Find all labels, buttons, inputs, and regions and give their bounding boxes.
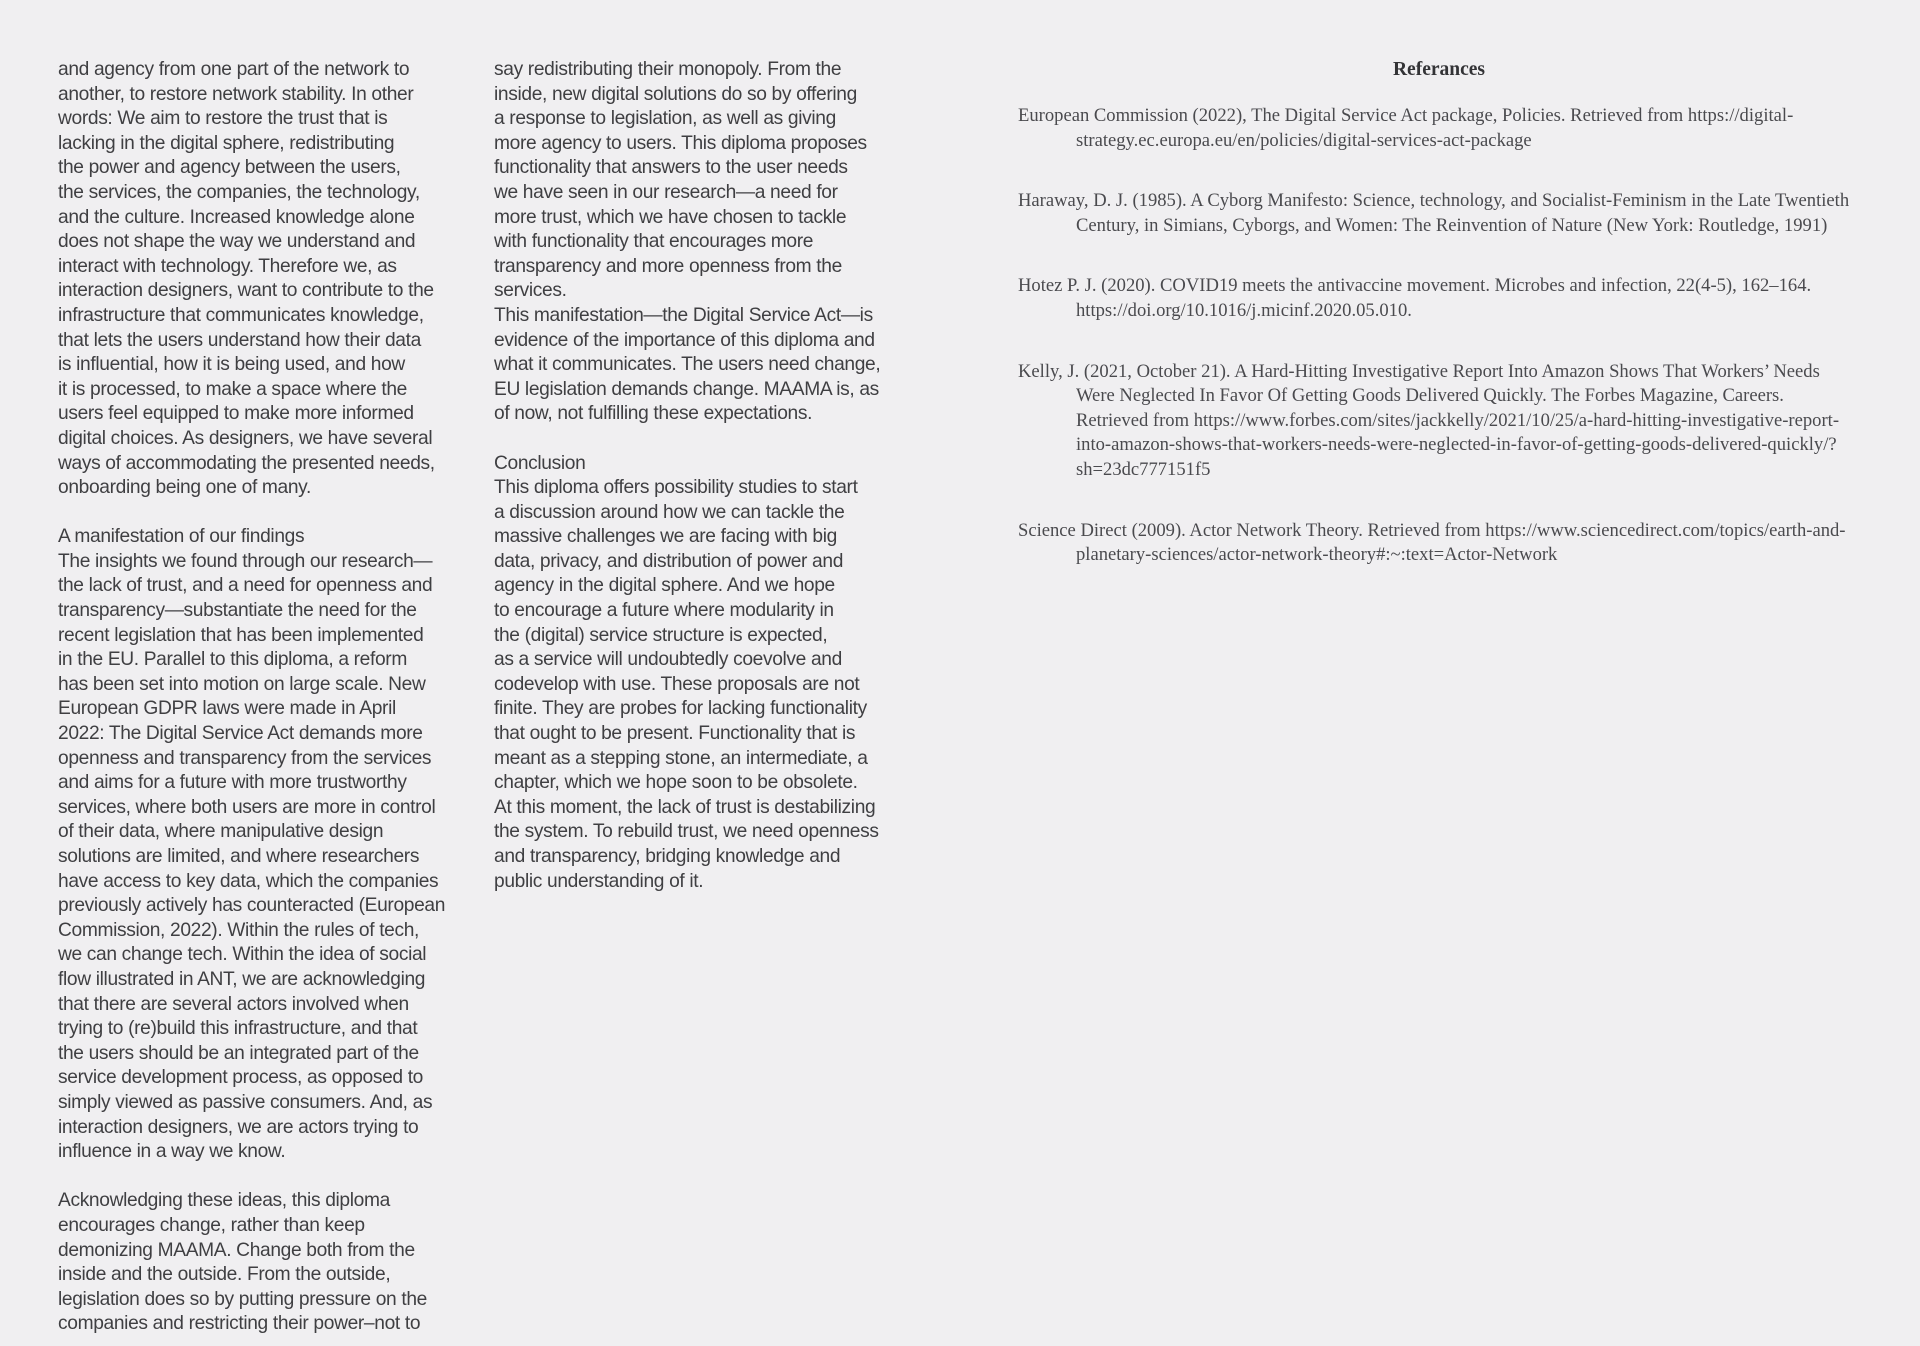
- reference-item: Hotez P. J. (2020). COVID19 meets the antivaccine movement. Microbes and infection, 22(4-5), 162–164. https://doi.org/10.1016/j.micinf.2020.05.010.: [1018, 275, 1812, 321]
- body-paragraph: say redistributing their monopoly. From the inside, new digital solutions do so by offering a response to legislation, as well as giving more agency to users. This diploma proposes functionality that answers to the user needs we have seen in our research—a need for more trust, which we have chosen to tackle with functionality that encourages more transparency and more openness from the services.: [494, 59, 867, 302]
- text-column-left: [58, 58, 478, 1337]
- reference-item: Science Direct (2009). Actor Network Theory. Retrieved from https://www.sciencedirect.com/topics/earth-and-planetary-sciences/actor-network-theory#:~:text=Actor-Network: [1018, 519, 1846, 566]
- body-paragraph: Acknowledging these ideas, this diploma encourages change, rather than keep demonizing MAAMA. Change both from the inside and the outside. From the outside, legislation does so by putting pressure on the companies and restricting their power–not to: [58, 1190, 427, 1335]
- reference-item: European Commission (2022), The Digital Service Act package, Policies. Retrieved from https://digital-strategy.ec.europa.eu/en/policies/digital-services-act-package: [1018, 105, 1794, 151]
- text-column-middle: [494, 58, 914, 894]
- reference-item: Kelly, J. (2021, October 21). A Hard-Hitting Investigative Report Into Amazon Shows That Workers’ Needs Were Neglected In Favor Of Getting Goods Delivered Quickly. The Forbes Magazine, Careers. Retrieved from https://www.forbes.com/sites/jackkelly/2021/10/25/a-hard-hitting-investigative-report-into-amazon-shows-that-workers-needs-were-neglected-in-favor-of-getting-goods-delivered-quickly/?sh=23dc777151f5: [1018, 360, 1840, 480]
- references-title: Referances: [1392, 59, 1486, 80]
- body-paragraph: and agency from one part of the network to another, to restore network stability. In other words: We aim to restore the trust that is lacking in the digital sphere, redistributing the power and agency between the users, the services, the companies, the technology, and the culture. Increased knowledge alone does not shape the way we understand and interact with technology. Therefore we, as interaction designers, want to contribute to the infrastructure that communicates knowledge, that lets the users understand how their data is influential, how it is being used, and how it is processed, to make a space where the users feel equipped to make more informed digital choices. As designers, we have several ways of accommodating the presented needs, onboarding being one of many.: [58, 59, 435, 499]
- body-paragraph: This manifestation—the Digital Service Act—is evidence of the importance of this diploma and what it communicates. The users need change, EU legislation demands change. MAAMA is, as of now, not fulfilling these expectations.: [494, 304, 881, 425]
- body-paragraph: This diploma offers possibility studies to start a discussion around how we can tackle the massive challenges we are facing with big data, privacy, and distribution of power and agency in the digital sphere. And we hope to encourage a future where modularity in the (digital) service structure is expected, as a service will undoubtedly coevolve and codevelop with use. These proposals are not finite. They are probes for lacking functionality that ought to be present. Functionality that is meant as a stepping stone, an intermediate, a chapter, which we hope soon to be obsolete. At this moment, the lack of trust is destabilizing the system. To rebuild trust, we need openness and transparency, bridging knowledge and public understanding of it.: [494, 477, 879, 892]
- body-paragraph: The insights we found through our research— the lack of trust, and a need for openness and transparency—substantiate the need for the recent legislation that has been implemented in the EU. Parallel to this diploma, a reform has been set into motion on large scale. New European GDPR laws were made in April 2022: The Digital Service Act demands more openness and transparency from the services and aims for a future with more trustworthy services, where both users are more in control of their data, where manipulative design solutions are limited, and where researchers have access to key data, which the companies previously actively has counteracted (European Commission, 2022). Within the rules of tech, we can change tech. Within the idea of social flow illustrated in ANT, we are acknowledging that there are several actors involved when trying to (re)build this infrastructure, and that the users should be an integrated part of the service development process, as opposed to simply viewed as passive consumers. And, as interaction designers, we are actors trying to influence in a way we know.: [58, 550, 446, 1163]
- section-heading: Conclusion: [494, 452, 586, 474]
- references-section: [1018, 56, 1860, 604]
- section-heading: A manifestation of our findings: [58, 526, 305, 548]
- reference-item: Haraway, D. J. (1985). A Cyborg Manifesto: Science, technology, and Socialist-Feminism in the Late Twentieth Century, in Simians, Cyborgs, and Women: The Reinvention of Nature (New York: Routledge, 1991): [1018, 190, 1850, 236]
